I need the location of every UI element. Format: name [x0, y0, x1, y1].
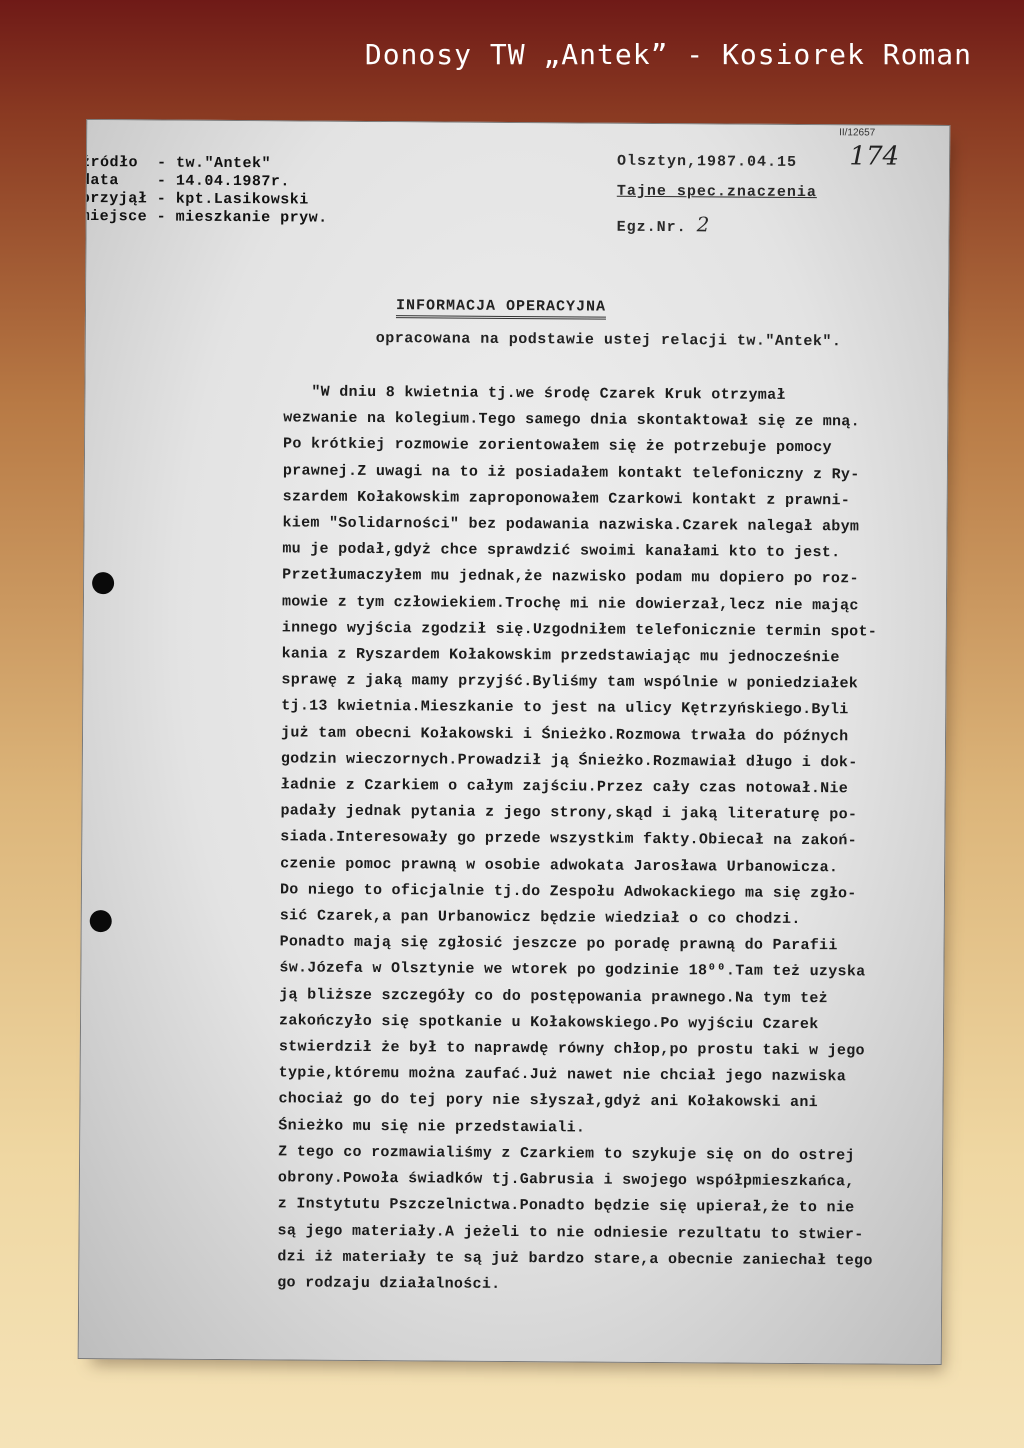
metadata-date: data - 14.04.1987r.: [80, 171, 291, 191]
body-line: mu je podał,gdyż chce sprawdzić swoimi kanałami kto to jest.: [282, 540, 841, 562]
punch-hole-top: [92, 572, 114, 594]
punch-hole-bottom: [90, 910, 112, 932]
body-line: ładnie z Czarkiem o całym zajściu.Przez cały czas notował.Nie: [280, 776, 849, 798]
body-line: Śnieżko mu się nie przedstawiali.: [278, 1117, 586, 1137]
body-line: Ponadto mają się zgłosić jeszcze po poradę prawną do Parafii: [279, 933, 838, 955]
body-line: godzin wieczornych.Prowadził ją Śnieżko.Rozmawiał długo i dok-: [280, 750, 858, 772]
body-line: tj.13 kwietnia.Mieszkanie to jest na ulicy Kętrzyńskiego.Byli: [281, 697, 849, 719]
body-line: prawnej.Z uwagi na to iż posiadałem kontakt telefoniczny z Ry-: [282, 461, 860, 484]
banner-title: Donosy TW „Antek” - Kosiorek Roman: [364, 38, 972, 71]
body-line: chociaż go do tej pory nie słyszał,gdyż ani Kołakowski ani: [278, 1090, 819, 1112]
body-line: już tam obecni Kołakowski i Śnieżko.Rozmowa trwała do późnych: [281, 724, 849, 745]
body-line: Z tego co rozmawialiśmy z Czarkiem to szykuje się on do ostrej: [278, 1143, 855, 1165]
copy-number: [617, 214, 817, 239]
document-metadata-block: [81, 154, 329, 228]
body-line: Przetłumaczyłem mu jednak,że nazwisko podam mu dopiero po roz-: [282, 566, 859, 588]
body-line: typie,któremu można zaufać.Już nawet nie chciał jego nazwiska: [278, 1064, 847, 1086]
body-line: go rodzaju działalności.: [277, 1274, 501, 1293]
copy-number-value: 2: [696, 212, 711, 237]
handwritten-page-number: 174: [849, 141, 900, 172]
scanned-document-page: [78, 119, 951, 1365]
body-line: z Instytutu Pszczelnictwa.Ponadto będzie się upierał,że to nie: [277, 1195, 855, 1217]
metadata-received-by: przyjął - kpt.Lasikowski: [80, 189, 309, 209]
copy-number-label: Egz.Nr.: [616, 218, 697, 237]
body-line: kiem "Solidarności" bez podawania nazwiska.Czarek nalegał abym: [282, 514, 860, 536]
body-line: ją bliższe szczegóły co do postępowania prawnego.Na tym też: [279, 986, 829, 1007]
document-subtitle: opracowana na podstawie ustej relacji tw."Antek".: [375, 330, 842, 351]
body-line: św.Józefa w Olsztynie we wtorek po godzinie 18⁰⁰.Tam też uzyska: [279, 959, 866, 981]
body-line: sprawę z jaką mamy przyjść.Byliśmy tam wspólnie w poniedziałek: [281, 671, 859, 693]
body-line: Do niego to oficjalnie tj.do Zespołu Adwokackiego ma się zgło-: [279, 881, 857, 903]
body-line: czenie pomoc prawną w osobie adwokata Jarosława Urbanowicza.: [280, 855, 839, 876]
body-line: mowie z tym człowiekiem.Trochę mi nie dowierzał,lecz nie mając: [281, 593, 859, 615]
body-line: szardem Kołakowskim zaproponowałem Czarkowi kontakt z prawni-: [282, 488, 851, 510]
body-line: "W dniu 8 kwietnia tj.we środę Czarek Kruk otrzymał: [283, 383, 786, 404]
document-body: [277, 379, 943, 1301]
body-line: innego wyjścia zgodził się.Uzgodniłem telefonicznie termin spot-: [281, 619, 878, 641]
document-classification-block: [617, 152, 818, 239]
body-line: kania z Ryszardem Kołakowskim przedstawiając mu jednocześnie: [281, 645, 840, 667]
archive-code: II/12657: [839, 127, 876, 139]
metadata-source: źródło - tw."Antek": [80, 153, 272, 173]
body-line: wezwanie na kolegium.Tego samego dnia skontaktował się ze mną.: [283, 409, 861, 431]
document-place-date: Olsztyn,1987.04.15: [616, 152, 798, 171]
body-line: są jego materiały.A jeżeli to nie odniesie rezultatu to stwier-: [277, 1221, 864, 1243]
document-title: INFORMACJA OPERACYJNA: [396, 297, 606, 319]
body-line: Po krótkiej rozmowie zorientowałem się że potrzebuje pomocy: [283, 435, 832, 457]
metadata-place: miejsce - mieszkanie pryw.: [80, 207, 328, 227]
body-line: sić Czarek,a pan Urbanowicz będzie wiedział o co chodzi.: [279, 907, 801, 929]
body-line: padały jednak pytania z jego strony,skąd i jaką literaturę po-: [280, 802, 858, 824]
secrecy-classification: Tajne spec.znaczenia: [616, 182, 817, 202]
body-line: dzi iż materiały te są już bardzo stare,a obecnie zaniechał tego: [277, 1248, 873, 1270]
body-line: obrony.Powoła świadków tj.Gabrusia i swojego współpmieszkańca,: [277, 1169, 855, 1191]
body-line: stwierdził że był to naprawdę równy chłop,po prostu taki w jego: [278, 1038, 865, 1060]
body-line: zakończyło się spotkanie u Kołakowskiego.Po wyjściu Czarek: [278, 1012, 819, 1034]
body-line: siada.Interesowały go przede wszystkim fakty.Obiecał na zakoń-: [280, 828, 858, 850]
